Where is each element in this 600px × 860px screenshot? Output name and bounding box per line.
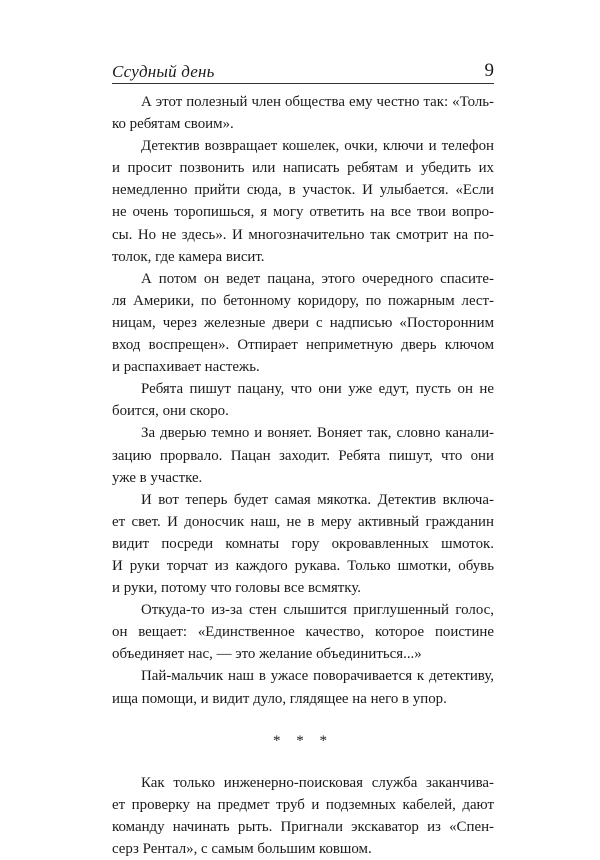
text-line: Ребята пишут пацану, что они уже едут, пусть он не <box>141 381 494 398</box>
text-line: и руки, потому что головы все всмятку. <box>112 580 362 597</box>
text-line: объединяет нас, — это желание объединиться...» <box>112 646 422 663</box>
running-head <box>112 62 494 88</box>
paragraph <box>112 135 494 268</box>
text-line: зацию прорвало. Пацан заходит. Ребята пишут, что они <box>112 447 494 464</box>
text-line: ля Америки, по бетонному коридору, по пожарным лест- <box>112 292 494 309</box>
paragraph <box>112 489 494 599</box>
text-line: команду начинать рыть. Пригнали экскаватор из «Спен- <box>112 818 494 835</box>
text-line: За дверью темно и воняет. Воняет так, словно канали- <box>141 425 494 442</box>
text-line: ет свет. И доносчик наш, не в меру активный гражданин <box>112 513 494 530</box>
text-line: уже в участке. <box>112 469 203 486</box>
text-line: Детектив возвращает кошелек, очки, ключи и телефон <box>141 138 494 155</box>
text-line: И вот теперь будет самая мякотка. Детектив включа- <box>141 491 494 508</box>
running-title: Ссудный день <box>112 62 215 81</box>
paragraph <box>112 665 494 709</box>
page-number: 9 <box>484 60 494 81</box>
paragraph <box>112 378 494 422</box>
text-line: ет проверку на предмет труб и подземных кабелей, дают <box>112 796 494 813</box>
text-line: Откуда-то из-за стен слышится приглушенный голос, <box>141 602 494 619</box>
text-line: серз Рентал», с самым большим ковшом. <box>112 840 372 857</box>
text-line: сы. Но не здесь». И многозначительно так смотрит на по- <box>112 226 494 243</box>
paragraph <box>112 422 494 488</box>
text-line: видит посреди комнаты гору окровавленных шмоток. <box>112 535 494 552</box>
paragraph <box>112 268 494 378</box>
text-line: ко ребятам своим». <box>112 116 234 133</box>
text-line: и распахивает настежь. <box>112 359 260 376</box>
paragraph <box>112 599 494 665</box>
text-line: он вещает: «Единственное качество, которое поистине <box>112 624 494 641</box>
paragraph <box>112 91 494 135</box>
text-line: ища помощи, и видит дуло, глядящее на него в упор. <box>112 690 447 707</box>
text-line: Как только инженерно-поисковая служба заканчива- <box>141 774 494 791</box>
body-text <box>112 91 494 860</box>
text-line: ницам, через железные двери с надписью «Посторонним <box>112 314 494 331</box>
header-rule <box>112 83 494 84</box>
text-line: Пай-мальчик наш в ужасе поворачивается к детективу, <box>141 668 494 685</box>
text-line: и просит позвонить или написать ребятам и убедить их <box>112 160 494 177</box>
text-line: немедленно прийти сюда, в участок. И улыбается. «Если <box>112 182 494 199</box>
text-line: боится, они скоро. <box>112 403 229 420</box>
text-line: И руки торчат из каждого рукава. Только шмотки, обувь <box>112 557 494 574</box>
text-line: не очень торопишься, я могу ответить на все твои вопро- <box>112 204 494 221</box>
section-separator: * * * <box>273 732 333 749</box>
text-line: А потом он ведет пацана, этого очередного спасите- <box>141 270 494 287</box>
text-line: толок, где камера висит. <box>112 248 265 265</box>
text-line: А этот полезный член общества ему честно так: «Толь- <box>141 94 494 110</box>
paragraph <box>112 772 494 860</box>
text-line: вход воспрещен». Отпирает неприметную дверь ключом <box>112 337 494 354</box>
